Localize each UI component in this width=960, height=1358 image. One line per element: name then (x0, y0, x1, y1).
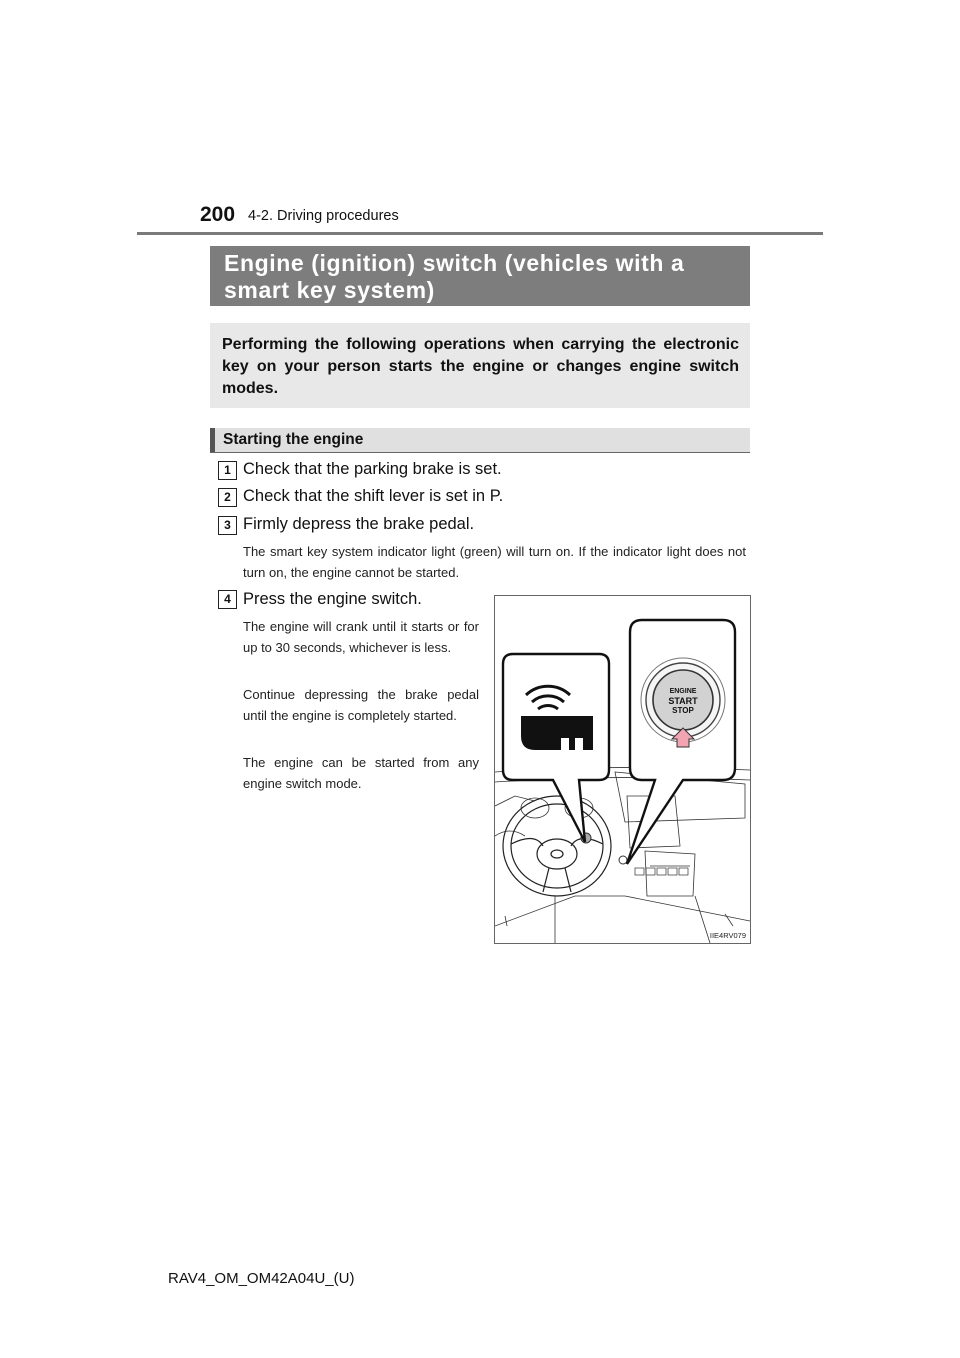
step-3-note: The smart key system indicator light (green) will turn on. If the indicator light does not turn on, the engine cannot be started. (243, 544, 746, 580)
page-number: 200 (200, 203, 236, 226)
step-number-4: 4 (218, 590, 237, 609)
step-4-note-2: Continue depressing the brake pedal until the engine is completely started. (243, 687, 479, 723)
step-number-2: 2 (218, 488, 237, 507)
step-number-3: 3 (218, 516, 237, 535)
step-number-1: 1 (218, 461, 237, 480)
switch-location-icon (619, 856, 627, 864)
step-4-note-3: The engine can be started from any engine switch mode. (243, 755, 479, 791)
step-4-note-1: The engine will crank until it starts or for up to 30 seconds, whichever is less. (243, 619, 479, 655)
subsection-header-marker (210, 428, 215, 452)
intro-text: Performing the following operations when carrying the electronic key on your person starts the engine or changes engine switch modes. (222, 336, 739, 397)
subsection-title: Starting the engine (223, 431, 364, 448)
button-label-stop: STOP (672, 706, 694, 715)
step-text-3: Firmly depress the brake pedal. (243, 515, 475, 533)
section-title: Engine (ignition) switch (vehicles with a smart key system) (224, 250, 685, 303)
intro-box (210, 323, 750, 408)
step-text-4: Press the engine switch. (243, 590, 422, 608)
section-title-bar (210, 246, 750, 306)
section-label: 4-2. Driving procedures (248, 208, 399, 224)
document-id: RAV4_OM_OM42A04U_(U) (168, 1270, 355, 1287)
step-text-1: Check that the parking brake is set. (243, 460, 502, 478)
button-label-start: START (668, 696, 698, 706)
button-label-engine: ENGINE (669, 688, 697, 695)
subsection-header (210, 428, 750, 453)
steering-wheel-icon (503, 796, 611, 896)
figure-caption: IIE4RV079 (709, 931, 746, 940)
dashboard-drawing (495, 596, 750, 943)
header-rule (137, 232, 823, 235)
engine-switch-illustration (494, 595, 751, 944)
step-text-2: Check that the shift lever is set in P. (243, 487, 504, 505)
